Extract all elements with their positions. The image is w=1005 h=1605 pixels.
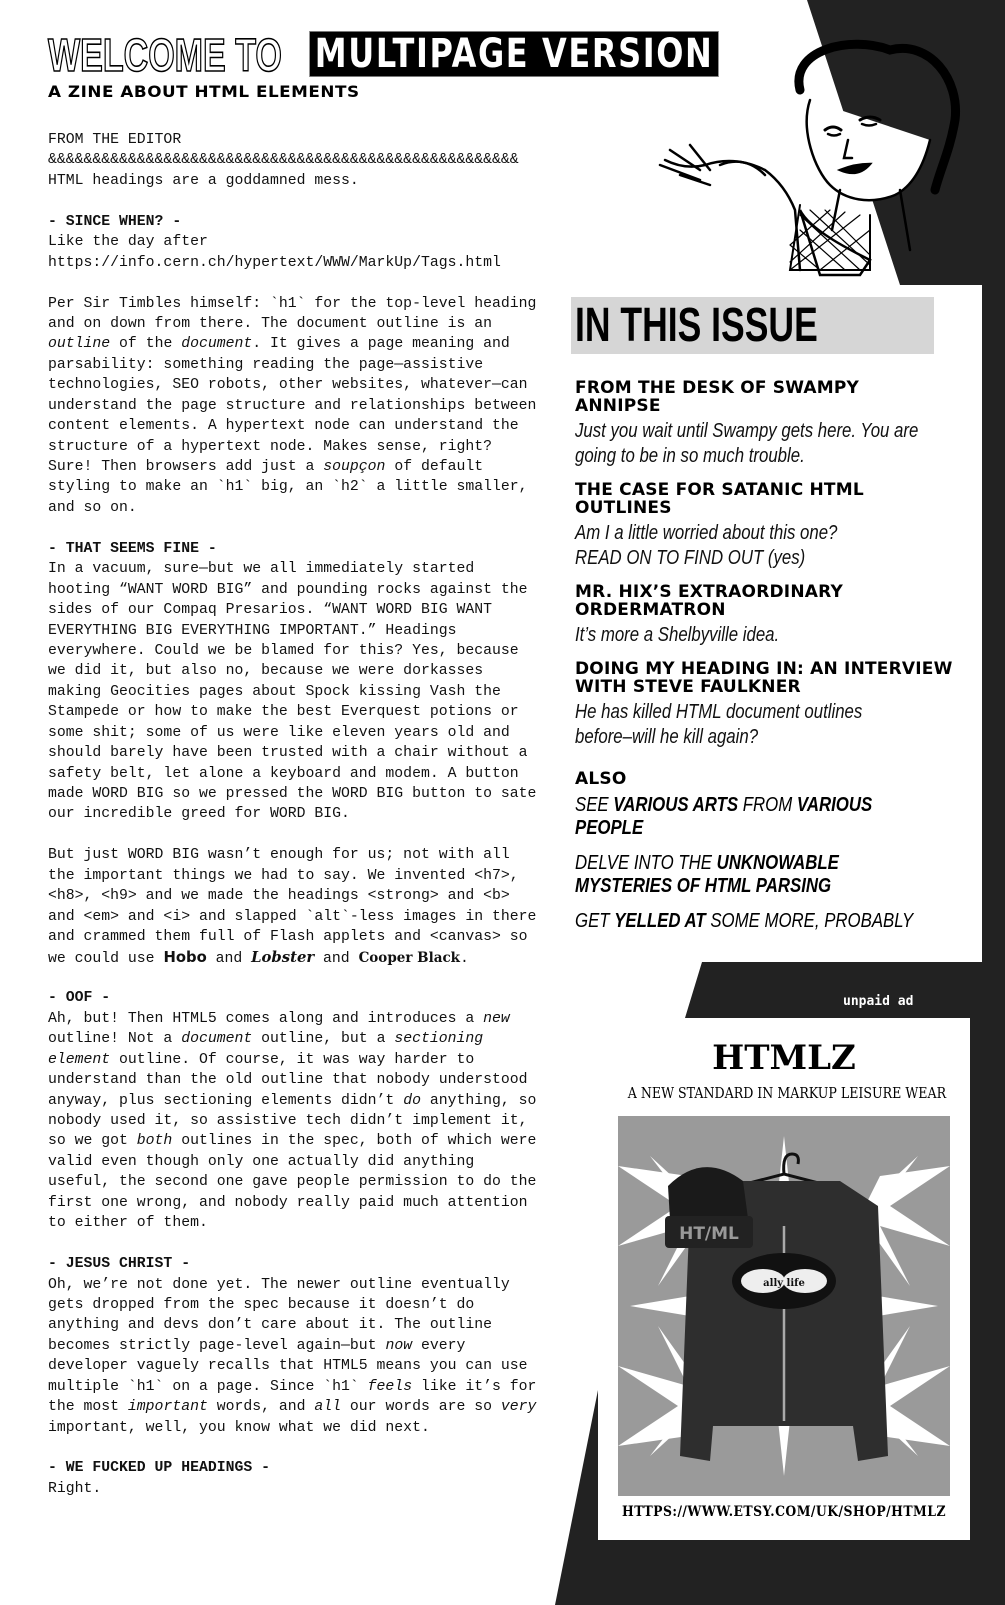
issue-item[interactable] [575, 481, 975, 571]
text-segment: should barely have been trusted with a chair without a [48, 745, 528, 762]
text-line [48, 416, 536, 436]
also-item-text: VARIOUS PEOPLE [575, 794, 873, 839]
text-segment: outlines in the spec, both of which were [172, 1133, 537, 1150]
also-item-text: FROM [738, 794, 797, 816]
ad-title: HTMLZ [712, 1038, 856, 1078]
emphasis-text: new [483, 1010, 510, 1027]
text-segment: valid even though only one actually did anything [48, 1153, 475, 1170]
issue-item-heading: FROM THE DESK OF SWAMPY ANNIPSE [575, 378, 860, 416]
text-segment: and crammed them full of Flash applets and <canvas> so [48, 929, 528, 946]
text-line [48, 1050, 536, 1070]
text-line [48, 273, 536, 293]
text-segment: anything and devs don’t care about it. The outline [48, 1317, 492, 1334]
emphasis-text: feels [367, 1378, 413, 1395]
text-segment: anything, so [420, 1092, 537, 1109]
issue-item-desc: It’s more a Shelbyville idea. [575, 624, 780, 646]
issue-title: IN THIS ISSUE [575, 299, 818, 352]
text-segment: so we got [48, 1133, 137, 1150]
section-heading [48, 988, 536, 1008]
text-line [48, 375, 536, 395]
emphasis-text: sectioning [394, 1031, 484, 1048]
text-segment: and so on. [48, 499, 137, 516]
text-line [48, 334, 536, 354]
patch-text: ally life [763, 1278, 805, 1289]
text-line [48, 682, 536, 702]
text-line [48, 641, 536, 661]
text-line [48, 1275, 536, 1295]
text-segment: &&&&&&&&&&&&&&&&&&&&&&&&&&&&&&&&&&&&&&&&&&&&&&&&&&&&& [48, 152, 519, 169]
text-line [48, 702, 536, 722]
also-item-text: YELLED AT [614, 910, 706, 932]
htmlz-ad[interactable] [598, 1018, 970, 1540]
text-line [48, 1111, 536, 1131]
text-segment: - THAT SEEMS FINE - [48, 540, 217, 557]
text-segment: - SINCE WHEN? - [48, 213, 182, 230]
section-heading [48, 1458, 536, 1478]
text-line [48, 498, 536, 518]
text-line [48, 723, 536, 743]
emphasis-text: very [500, 1399, 537, 1416]
also-item-text: DELVE INTO THE [575, 852, 717, 874]
issue-item[interactable] [575, 379, 975, 469]
text-segment: Oh, we’re not done yet. The newer outline eventually [48, 1276, 510, 1293]
subtitle: A ZINE ABOUT HTML ELEMENTS [48, 82, 360, 101]
text-segment: everywhere. Could we be blamed for this? Yes, because [48, 642, 519, 659]
ad-shop-link[interactable]: HTTPS://WWW.ETSY.COM/UK/SHOP/HTMLZ [622, 1504, 946, 1520]
also-item[interactable] [575, 852, 919, 898]
text-segment: important, well, you know what we did next. [48, 1419, 430, 1436]
text-line [48, 948, 536, 968]
text-line [48, 1479, 536, 1499]
issue-item[interactable] [575, 660, 975, 750]
text-segment: and on down from there. The document outline is an [48, 315, 492, 332]
text-line [48, 355, 536, 375]
text-segment: words, and [207, 1399, 315, 1416]
issue-item-desc: Just you wait until Swampy gets here. You are going to be in so much trouble. [575, 420, 919, 467]
emphasis-text: element [48, 1051, 111, 1068]
issue-item-desc: Am I a little worried about this one? READ ON TO FIND OUT (yes) [575, 522, 838, 569]
text-segment: - JESUS CHRIST - [48, 1256, 191, 1273]
also-item-text: UNKNOWABLE MYSTERIES OF HTML PARSING [575, 852, 839, 897]
text-line [48, 580, 536, 600]
text-segment: our words are so [341, 1399, 501, 1416]
issue-title-box [571, 297, 934, 354]
text-segment: HTML headings are a goddamned mess. [48, 172, 359, 189]
text-segment: made WORD BIG so we pressed the WORD BIG button to sate [48, 786, 537, 802]
text-line [48, 232, 536, 252]
issue-item[interactable] [575, 583, 975, 648]
text-segment: . [460, 950, 469, 967]
text-segment: multiple `h1` on a page. Since `h1` [48, 1378, 368, 1395]
section-heading [48, 539, 536, 559]
unpaid-ad-label: unpaid ad [843, 994, 914, 1009]
emphasis-text: soupçon [323, 459, 386, 475]
text-segment: Cooper Black [358, 949, 461, 966]
text-segment: the most [48, 1399, 128, 1416]
issue-contents [575, 379, 975, 945]
issue-item-desc: He has killed HTML document outlines before–will he kill again? [575, 701, 863, 748]
text-segment: Right. [48, 1480, 102, 1497]
text-line [48, 1377, 536, 1397]
emphasis-text: now [385, 1337, 413, 1354]
emphasis-text: document [181, 1031, 253, 1048]
text-segment: of the [110, 336, 182, 353]
text-segment: understand than the old outline that nobody understood [48, 1072, 528, 1089]
text-segment: we did it, but also no, because we were dorkasses [48, 663, 484, 680]
text-segment: safety belt, let alone a keyboard and modem. A button [48, 765, 519, 782]
text-segment: Hobo [163, 948, 207, 966]
also-item-text: SEE [575, 794, 614, 816]
text-line [48, 1315, 536, 1335]
text-line [48, 845, 536, 865]
text-line [48, 437, 536, 457]
also-list [575, 794, 975, 933]
text-segment: becomes strictly page-level again—but [48, 1337, 386, 1354]
text-segment: of default [385, 459, 484, 475]
text-line [48, 253, 536, 273]
text-segment: anyway, plus sectioning elements didn’t [48, 1092, 404, 1109]
text-segment: developer vaguely recalls that HTML5 means you can use [48, 1358, 528, 1375]
text-line [48, 784, 536, 804]
text-line [48, 866, 536, 886]
text-segment: hooting “WANT WORD BIG” and pounding rocks against the [48, 581, 528, 598]
text-segment: and [314, 950, 359, 967]
text-line [48, 1356, 536, 1376]
text-line [48, 927, 536, 947]
text-line [48, 396, 536, 416]
text-segment: https://info.cern.ch/hypertext/WWW/MarkUp/Tags.html [48, 254, 501, 271]
text-line [48, 1009, 536, 1029]
text-segment: our incredible greed for WORD BIG. [48, 806, 350, 823]
text-segment: EVERYTHING BIG EVERYTHING IMPORTANT.” Headings [48, 622, 457, 639]
text-line [48, 130, 536, 150]
text-line [48, 559, 536, 579]
also-item[interactable] [575, 910, 945, 933]
text-line [48, 1131, 536, 1151]
text-line [48, 1152, 536, 1172]
text-line [48, 1336, 536, 1356]
text-line [48, 1234, 536, 1254]
text-line [48, 477, 536, 497]
text-segment: FROM THE EDITOR [48, 132, 182, 148]
text-segment: gets dropped from the spec because it doesn’t do [48, 1296, 475, 1313]
version-title: MULTIPAGE VERSION [310, 32, 718, 76]
text-line [48, 1295, 536, 1315]
text-segment: Like the day after [48, 234, 208, 251]
text-segment: nobody used it, so assistive tech didn’t implement it, [48, 1113, 528, 1129]
text-line [48, 1070, 536, 1090]
also-item-text: GET [575, 910, 615, 932]
text-segment: useful, the second one gave people permission to do the [48, 1174, 537, 1191]
text-segment: and [206, 950, 252, 967]
text-segment: In a vacuum, sure—but we all immediately started [48, 561, 475, 578]
text-line [48, 621, 536, 641]
text-line [48, 150, 536, 170]
text-segment: - OOF - [48, 990, 111, 1007]
text-segment: <h8>, <h9> and we made the headings <strong> and <b> [48, 888, 510, 905]
editor-letter [48, 130, 536, 1499]
text-segment: parsability: something reading the page—assistive [48, 356, 484, 373]
beanie-text: HT/ML [679, 1224, 739, 1244]
text-segment: Lobster [251, 948, 315, 966]
masthead [48, 30, 748, 80]
text-segment: making Geocities pages about Spock kissing Vash the [48, 683, 501, 700]
text-line [48, 600, 536, 620]
text-line [48, 1029, 536, 1049]
also-item-text: VARIOUS ARTS [613, 794, 739, 816]
section-heading [48, 212, 536, 232]
text-segment: content elements. A hypertext node can understand the [48, 418, 519, 435]
text-line [48, 1172, 536, 1192]
text-segment: every [412, 1337, 466, 1354]
text-line [48, 1438, 536, 1458]
emphasis-text: do [403, 1092, 421, 1109]
emphasis-text: important [127, 1399, 208, 1416]
text-line [48, 968, 536, 988]
text-segment: Per Sir Timbles himself: `h1` for the top-level heading [48, 295, 537, 312]
text-segment: Stampede or how to make the best Everquest potions or [48, 704, 519, 721]
text-line [48, 804, 536, 824]
text-segment: we could use [48, 950, 164, 967]
text-line [48, 661, 536, 681]
text-line [48, 1193, 536, 1213]
ad-subtitle: A NEW STANDARD IN MARKUP LEISURE WEAR [627, 1084, 947, 1102]
emphasis-text: outline [48, 336, 111, 353]
text-segment: outline! Not a [48, 1031, 182, 1048]
emphasis-text: document [181, 336, 253, 353]
text-line [48, 825, 536, 845]
text-line [48, 1418, 536, 1438]
text-line [48, 1213, 536, 1233]
text-line [48, 518, 536, 538]
text-segment: like it’s for [412, 1378, 537, 1395]
section-heading [48, 1254, 536, 1274]
text-segment: technologies, SEO robots, other websites, whatever—can [48, 377, 528, 394]
text-line [48, 191, 536, 211]
welcome-title: WELCOME TO [48, 29, 282, 81]
text-segment: structure of a hypertext node. Makes sense, right? [48, 438, 492, 455]
hoodie-product-image [618, 1116, 950, 1496]
issue-item-heading: MR. HIX’S EXTRAORDINARY ORDERMATRON [575, 582, 843, 620]
also-heading: ALSO [575, 769, 627, 789]
text-segment: outline, but a [252, 1031, 395, 1048]
text-line [48, 314, 536, 334]
issue-item-heading: DOING MY HEADING IN: AN INTERVIEW WITH STEVE FAULKNER [575, 659, 953, 697]
text-segment: . It gives a page meaning and [252, 336, 510, 353]
text-segment: - WE FUCKED UP HEADINGS - [48, 1460, 270, 1477]
text-segment: to either of them. [48, 1215, 208, 1232]
text-line [48, 1091, 536, 1111]
text-line [48, 886, 536, 906]
text-segment: sides of our Compaq Presarios. “WANT WORD BIG WANT [48, 602, 492, 619]
text-segment: Sure! Then browsers add just a [48, 459, 324, 475]
text-line [48, 294, 536, 314]
text-segment: some shit; some of us were like eleven years old and [48, 724, 510, 741]
text-segment: and <em> and <i> and slapped `alt`-less images in there [48, 908, 537, 925]
in-this-issue-panel [563, 285, 982, 962]
text-segment: outline. Of course, it was way harder to [110, 1051, 475, 1068]
text-line [48, 171, 536, 191]
emphasis-text: all [314, 1399, 342, 1416]
text-segment: Ah, but! Then HTML5 comes along and introduces a [48, 1010, 484, 1027]
text-line [48, 1397, 536, 1417]
text-segment: first one wrong, and nobody really paid much attention [48, 1194, 528, 1211]
text-segment: understand the page structure and relationships between [48, 397, 537, 414]
also-item[interactable] [575, 794, 945, 840]
text-segment: styling to make an `h1` big, an `h2` a little smaller, [48, 479, 528, 496]
also-item-text: SOME MORE, PROBABLY [705, 910, 914, 932]
text-line [48, 907, 536, 927]
emphasis-text: both [136, 1133, 173, 1150]
text-segment: But just WORD BIG wasn’t enough for us; not with all [48, 847, 510, 864]
text-line [48, 764, 536, 784]
text-line [48, 457, 536, 477]
text-line [48, 743, 536, 763]
issue-item-heading: THE CASE FOR SATANIC HTML OUTLINES [575, 480, 864, 518]
text-segment: the important things we had to say. We invented <h7>, [48, 867, 519, 884]
